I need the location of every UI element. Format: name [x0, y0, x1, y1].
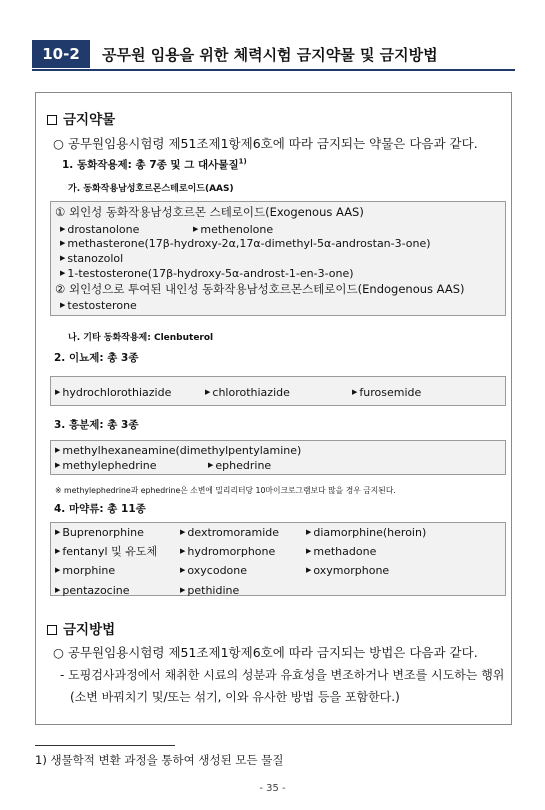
- footnote-mark: 1): [238, 157, 247, 166]
- section2-intro: ○ 공무원임용시험령 제51조제1항제6호에 따라 금지되는 방법은 다음과 같다.: [53, 645, 478, 660]
- section2-item-line1: - 도핑검사과정에서 채취한 시료의 성분과 유효성을 변조하거나 변조를 시도하는 행위: [60, 668, 505, 682]
- list-item: ▶ hydrochlorothiazide: [55, 386, 172, 399]
- section2-item-line2: (소변 바꿔치기 및/또는 섞기, 이와 유사한 방법 등을 포함한다.): [70, 690, 400, 704]
- bullet-icon: ▶: [180, 528, 186, 536]
- aas-heading: 가. 동화작용남성호르몬스테로이드(AAS): [68, 184, 234, 194]
- anabolic-agents-heading: 1. 동화작용제: 총 7종 및 그 대사물질$^{1)}$: [62, 157, 247, 171]
- bullet-icon: ▶: [55, 586, 61, 594]
- narcotics-heading: 4. 마약류: 총 11종: [54, 503, 146, 515]
- bullet-icon: ▶: [180, 566, 186, 574]
- bullet-icon: ▶: [306, 547, 312, 555]
- bullet-icon: ▶: [55, 446, 61, 454]
- bullet-icon: ▶: [60, 269, 66, 277]
- bullet-icon: ▶: [55, 566, 61, 574]
- list-item: ▶ methylhexaneamine(dimethylpentylamine): [55, 444, 302, 457]
- list-item: ▶ Buprenorphine: [55, 526, 144, 539]
- list-item: ▶ fentanyl 및 유도체: [55, 545, 158, 558]
- list-item: ▶ diamorphine(heroin): [306, 526, 427, 539]
- list-item: ▶ oxycodone: [180, 564, 248, 577]
- list-item: ▶ methenolone: [193, 223, 274, 236]
- bullet-icon: ▶: [306, 528, 312, 536]
- title-underline: [32, 69, 515, 71]
- list-item: ▶ furosemide: [352, 386, 422, 399]
- list-item: ▶ drostanolone: [60, 223, 140, 236]
- bullet-icon: ▶: [60, 301, 66, 309]
- bullet-icon: ▶: [55, 388, 61, 396]
- bullet-icon: ▶: [55, 461, 61, 469]
- list-item: ▶ hydromorphone: [180, 545, 276, 558]
- bullet-icon: ▶: [306, 566, 312, 574]
- other-anabolic-heading: 나. 기타 동화작용제: Clenbuterol: [68, 333, 214, 343]
- bullet-icon: ▶: [180, 547, 186, 555]
- bullet-icon: ▶: [60, 254, 66, 262]
- list-item: ▶ 1-testosterone(17β-hydroxy-5α-androst-1-en-3-one): [60, 267, 354, 280]
- page-title: 공무원 임용을 위한 체력시험 금지약물 및 금지방법: [102, 46, 438, 64]
- section-heading-prohibited-substances: 금지약물: [47, 108, 115, 128]
- list-item: ▶ methasterone(17β-hydroxy-2α,17α-dimethyl-5α-androstan-3-one): [60, 237, 431, 250]
- stimulants-heading: 3. 흥분제: 총 3종: [54, 419, 139, 431]
- bullet-icon: ▶: [180, 586, 186, 594]
- bullet-icon: ▶: [60, 239, 66, 247]
- bullet-icon: ▶: [60, 225, 66, 233]
- bullet-icon: ▶: [55, 547, 61, 555]
- list-item: ▶ ephedrine: [208, 459, 272, 472]
- list-item: ▶ oxymorphone: [306, 564, 390, 577]
- bullet-icon: ▶: [205, 388, 211, 396]
- endogenous-aas-label: ② 외인성으로 투여된 내인성 동화작용남성호르몬스테로이드(Endogenous AAS): [55, 282, 465, 296]
- stimulants-note: ※ methylephedrine과 ephedrine은 소변에 밀리리터당 10마이크로그램보다 많을 경우 금지된다.: [55, 486, 396, 495]
- list-item: ▶ dextromoramide: [180, 526, 280, 539]
- list-item: ▶ chlorothiazide: [205, 386, 290, 399]
- list-item: ▶ pentazocine: [55, 584, 130, 597]
- section-number-badge: 10-2: [32, 40, 90, 68]
- section1-intro: ○ 공무원임용시험령 제51조제1항제6호에 따라 금지되는 약물은 다음과 같다.: [53, 136, 478, 151]
- list-item: ▶ methylephedrine: [55, 459, 157, 472]
- list-item: ▶ stanozolol: [60, 252, 124, 265]
- bullet-icon: ▶: [193, 225, 199, 233]
- list-item: ▶ methadone: [306, 545, 377, 558]
- bullet-icon: ▶: [55, 528, 61, 536]
- bullet-icon: ▶: [208, 461, 214, 469]
- section-heading-prohibited-methods: 금지방법: [47, 618, 115, 638]
- list-item: ▶ morphine: [55, 564, 116, 577]
- page-number: - 35 -: [259, 783, 286, 794]
- exogenous-aas-label: ① 외인성 동화작용남성호르몬 스테로이드(Exogenous AAS): [55, 205, 364, 219]
- list-item: ▶ pethidine: [180, 584, 240, 597]
- list-item: ▶ testosterone: [60, 299, 137, 312]
- footnote: 1) 생물학적 변환 과정을 통하여 생성된 모든 물질: [35, 753, 284, 767]
- square-outline-icon: [47, 625, 57, 635]
- square-outline-icon: [47, 115, 57, 125]
- footnote-rule: [35, 745, 175, 746]
- bullet-icon: ▶: [352, 388, 358, 396]
- diuretics-heading: 2. 이뇨제: 총 3종: [54, 352, 139, 364]
